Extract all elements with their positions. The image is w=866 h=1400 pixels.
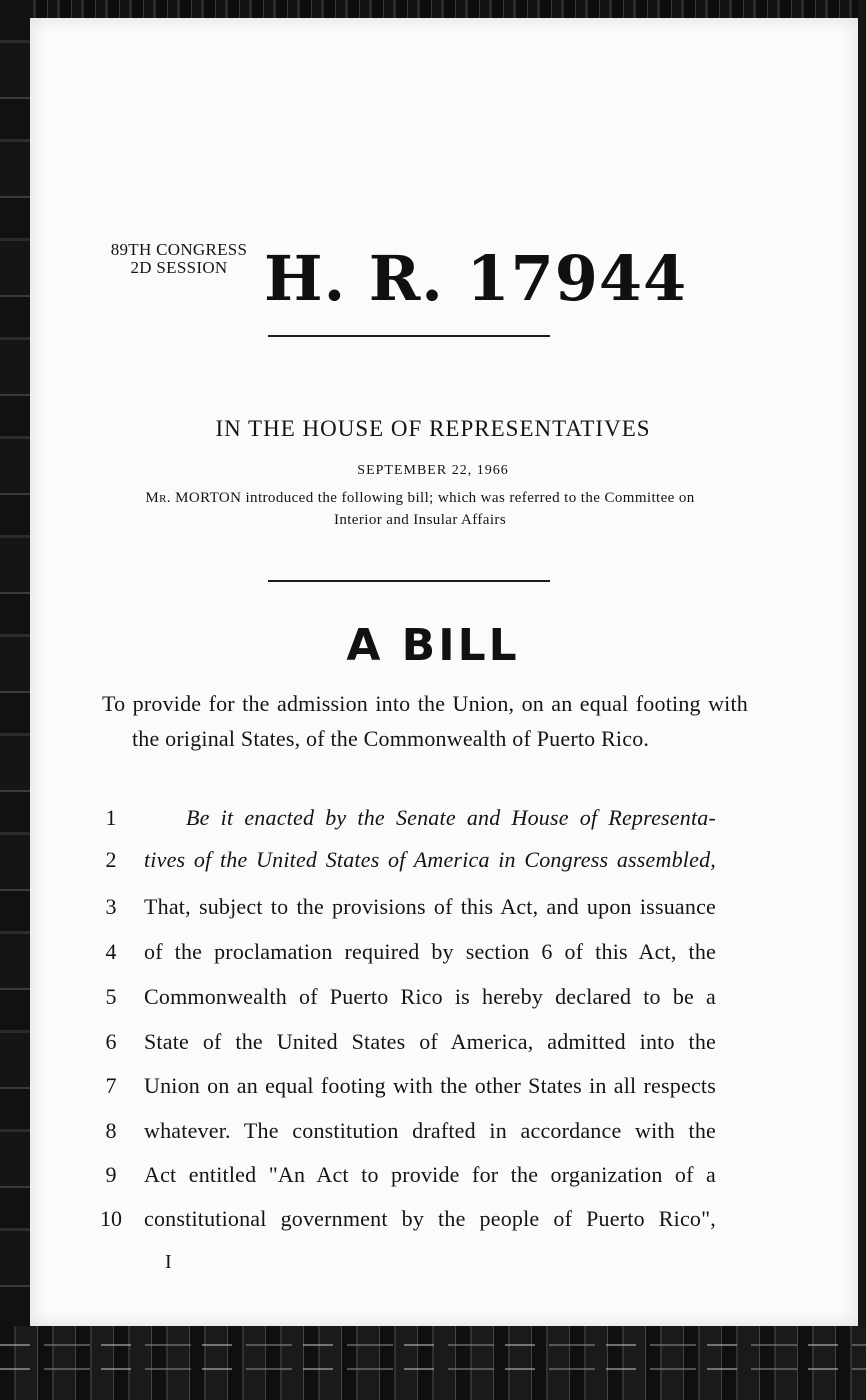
line-number: 4: [105, 939, 117, 964]
bill-line: [100, 935, 716, 969]
line-number: 3: [105, 894, 117, 919]
sponsor-name: Mr. MORTON: [145, 490, 242, 506]
line-text: Act entitled "An Act to provide for the organization of a: [144, 1162, 716, 1187]
divider-rule: [268, 335, 550, 337]
line-text: Union on an equal footing with the other States in all respects: [144, 1073, 716, 1098]
congress-label: 89TH CONGRESS: [110, 240, 248, 259]
line-number: 8: [105, 1118, 117, 1143]
scan-border-top: [0, 0, 866, 18]
bill-line: [100, 980, 716, 1014]
bill-line: [100, 1025, 716, 1059]
line-number: 10: [100, 1206, 122, 1231]
chamber-heading: IN THE HOUSE OF REPRESENTATIVES: [215, 416, 651, 441]
bill-line: [100, 1069, 716, 1103]
document-type-heading: A BILL: [346, 620, 520, 671]
line-text: Commonwealth of Puerto Rico is hereby declared to be a: [144, 984, 716, 1009]
line-number: 7: [105, 1073, 117, 1098]
congress-session-block: [104, 241, 254, 277]
scan-border-right: [858, 0, 866, 1400]
line-text: State of the United States of America, admitted into the: [144, 1029, 716, 1054]
line-number: 5: [105, 984, 117, 1009]
referral-text: introduced the following bill; which was referred to the Committee on Interior and Insular Affairs: [241, 490, 695, 528]
line-number: 9: [105, 1162, 117, 1187]
bill-line: [100, 843, 716, 877]
bill-line: [100, 1158, 716, 1192]
bill-line: [100, 1202, 716, 1236]
line-number: 2: [105, 847, 117, 872]
line-number: 1: [105, 805, 117, 830]
bill-line: [100, 801, 716, 835]
line-text: of the proclamation required by section 6 of this Act, the: [144, 939, 716, 964]
line-number: 6: [105, 1029, 117, 1054]
line-text: tives of the United States of America in Congress assembled,: [144, 847, 716, 872]
bill-line: [100, 1114, 716, 1148]
scan-border-bottom: [0, 1326, 866, 1400]
line-text: whatever. The constitution drafted in accordance with the: [144, 1118, 716, 1143]
bill-number: H. R. 17944: [264, 242, 688, 315]
scan-streak: [0, 1368, 866, 1370]
line-text: Be it enacted by the Senate and House of Representa-: [186, 805, 716, 830]
introduction-statement: [120, 487, 720, 531]
page-mark: I: [165, 1251, 172, 1273]
session-label: 2D SESSION: [130, 258, 228, 277]
bill-line: [100, 890, 716, 924]
introduction-date: SEPTEMBER 22, 1966: [357, 463, 509, 478]
scan-streak: [0, 1344, 866, 1346]
line-text: constitutional government by the people of Puerto Rico",: [144, 1206, 716, 1231]
divider-rule: [268, 580, 550, 582]
line-text: That, subject to the provisions of this Act, and upon issuance: [144, 894, 716, 919]
scan-border-left: [0, 0, 30, 1400]
bill-purpose: To provide for the admission into the Union, on an equal footing with the original States, of the Commonwealth of Puerto Rico.: [102, 691, 748, 751]
